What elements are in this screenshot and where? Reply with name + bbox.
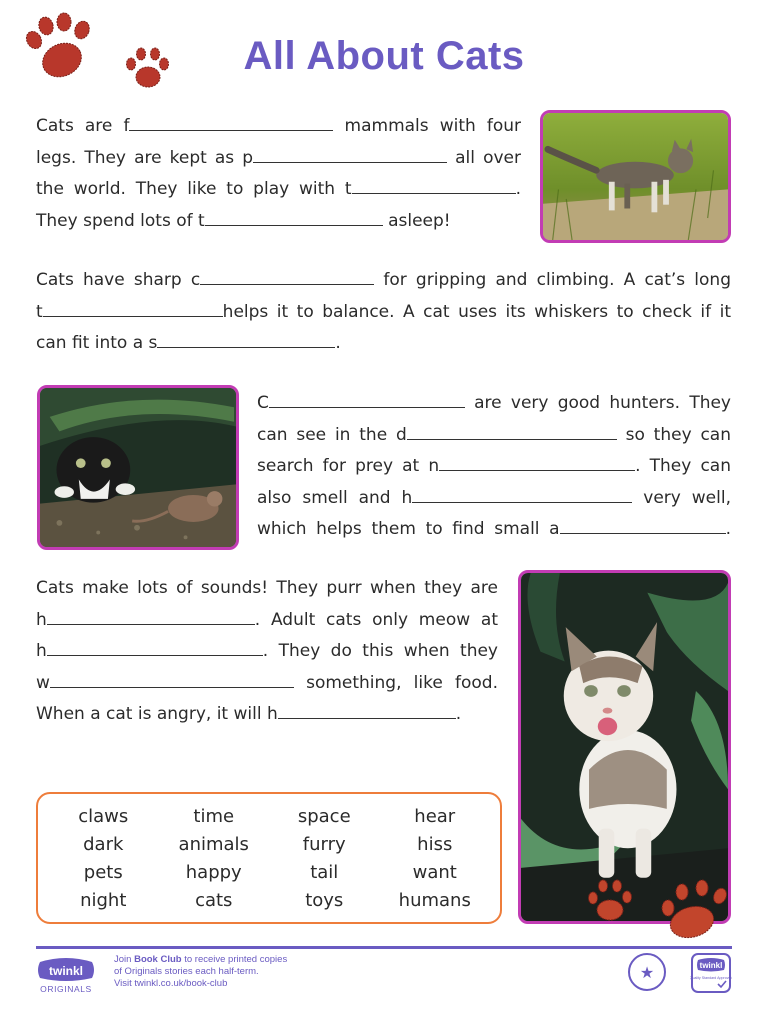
twinkl-originals-logo [36,956,96,996]
text: the world. They like to play with t [36,179,352,199]
footer-book-club-text [114,954,287,990]
answer-blank[interactable] [50,669,294,688]
text: . [455,704,462,724]
text: search for prey at n [257,456,440,476]
word-bank-word: hiss [417,833,453,855]
photo-kitten-hunting-mouse [37,385,239,550]
logo-wordmark: twinkl [48,964,84,978]
text: h [36,609,47,630]
word-bank-word: time [193,805,235,827]
answer-blank[interactable] [269,389,465,408]
text: . [725,519,731,539]
text: . [335,333,341,353]
text: asleep! [382,210,451,231]
answer-blank[interactable] [352,175,516,194]
text: . They can [635,456,731,476]
text: Cats are f [36,116,130,136]
text: very well, [632,487,731,508]
photo-kitten-meowing [518,570,731,924]
answer-blank[interactable] [200,266,374,285]
word-bank-word: claws [78,805,129,827]
text: of Originals stories each half-term. [114,966,259,977]
text: h [36,641,47,661]
answer-blank[interactable] [412,484,632,503]
paw-print-icon [588,876,634,924]
word-bank [36,792,502,924]
word-bank-word: animals [178,833,249,855]
word-bank-word: cats [195,889,233,911]
text: for gripping and climbing. A cat’s long [374,270,731,290]
text: which helps them to find small a [257,519,560,539]
paw-print-icon [124,46,170,90]
logo-subtitle: ORIGINALS [40,984,92,994]
text: can see in the d [257,424,407,445]
text: so they can [616,424,731,445]
text: also smell and h [257,487,413,508]
text: mammals with four [333,116,521,136]
answer-blank[interactable] [129,112,333,131]
paragraph-hunters [257,388,731,546]
paw-print-icon [22,10,96,80]
answer-blank[interactable] [205,207,383,226]
text: . [515,179,521,199]
badge-caption: Quality Standard Approved [690,976,732,980]
word-bank-word: hear [414,805,456,827]
text: helps it to balance. A cat uses its whiskers to check if it [222,301,731,322]
text: all over [447,147,521,168]
quality-standard-badge [690,952,732,994]
text: Cats have sharp c [36,270,201,290]
answer-blank[interactable] [43,298,223,317]
paragraph-domestic-cats [36,111,521,237]
word-bank-word: want [412,861,457,883]
answer-blank[interactable] [47,637,263,656]
word-bank-word: toys [305,889,344,911]
footer-divider [36,946,732,949]
text: can fit into a s [36,333,158,353]
word-bank-word: space [297,805,351,827]
star-icon: ★ [628,953,666,991]
answer-blank[interactable] [278,700,456,719]
text: When a cat is angry, it will h [36,704,278,724]
text: They spend lots of t [36,210,205,231]
answer-blank[interactable] [560,515,726,534]
text: . They do this when they [262,641,498,661]
word-bank-word: humans [398,889,471,911]
answer-blank[interactable] [439,452,635,471]
paragraph-sounds [36,573,498,731]
word-bank-word: night [80,889,127,911]
answer-blank[interactable] [157,329,335,348]
text: Cats make lots of sounds! They purr when they are [36,578,498,598]
book-club-link[interactable]: Book Club [134,954,182,965]
text: C [257,393,269,413]
word-bank-word: pets [83,861,123,883]
text: t [36,301,43,322]
text: . Adult cats only meow at [254,609,498,630]
page-title: All About Cats [243,34,525,78]
book-club-url[interactable]: Visit twinkl.co.uk/book-club [114,978,228,989]
photo-tabby-cat [540,110,731,243]
word-bank-word: furry [302,833,346,855]
text: to receive printed copies [181,954,288,965]
badge-wordmark: twinkl [699,961,723,970]
text: are very good hunters. They [464,393,731,413]
word-bank-word: tail [310,861,339,883]
paw-print-icon [660,874,736,942]
answer-blank[interactable] [407,421,617,440]
text: w [36,672,50,693]
text: Join [114,954,135,965]
answer-blank[interactable] [47,606,255,625]
paragraph-claws-tail [36,265,731,360]
text: something, like food. [293,672,498,693]
text: legs. They are kept as p [36,147,254,168]
answer-blank[interactable] [253,144,447,163]
word-bank-word: happy [185,861,242,883]
word-bank-word: dark [83,833,124,855]
